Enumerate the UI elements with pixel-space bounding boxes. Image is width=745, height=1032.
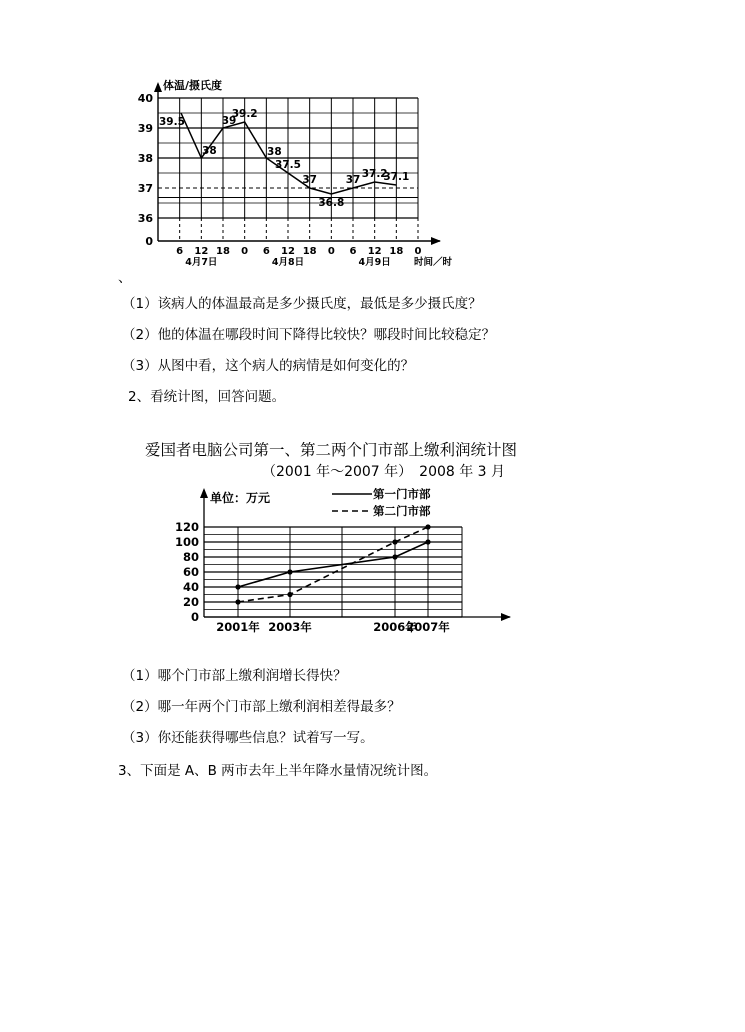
data-label: 37.5 bbox=[275, 159, 301, 171]
x-tick-label: 0 bbox=[241, 246, 249, 257]
x-tick-label: 12 bbox=[194, 246, 209, 257]
x-tick-label: 6 bbox=[176, 246, 184, 257]
stray-mark: 、 bbox=[118, 270, 132, 286]
x-tick-label: 6 bbox=[262, 246, 270, 257]
x-axis-label: 时间／时 bbox=[413, 257, 453, 268]
x-tick-label: 0 bbox=[414, 246, 422, 257]
data-label: 39.2 bbox=[231, 108, 258, 120]
data-label: 37 bbox=[302, 174, 317, 186]
data-label: 38 bbox=[202, 145, 217, 157]
y-tick-label: 100 bbox=[174, 535, 199, 549]
y-tick-label: 80 bbox=[182, 550, 199, 564]
series-store-1-point bbox=[287, 569, 292, 574]
data-label: 37 bbox=[345, 174, 361, 186]
legend-label: 第二门市部 bbox=[373, 504, 431, 518]
series-store-1-point bbox=[425, 539, 430, 544]
question-1-3: （3）从图中看，这个病人的病情是如何变化的？ bbox=[122, 358, 415, 374]
x-tick-label: 6 bbox=[349, 246, 357, 257]
chart2-title: 爱国者电脑公司第一、第二两个门市部上缴利润统计图 bbox=[145, 441, 518, 459]
x-tick-label: 0 bbox=[327, 246, 335, 257]
question-1-2: （2）他的体温在哪段时间下降得比较快？哪段时间比较稳定？ bbox=[122, 327, 496, 343]
y-tick-label: 39 bbox=[137, 122, 153, 135]
y-tick-label: 0 bbox=[190, 610, 199, 624]
data-label: 36.8 bbox=[318, 197, 345, 209]
y-tick-label: 60 bbox=[182, 565, 199, 579]
y-tick-label: 36 bbox=[137, 212, 153, 225]
x-tick-label: 2006年 bbox=[373, 620, 417, 634]
question-1-1: （1）该病人的体温最高是多少摄氏度，最低是多少摄氏度？ bbox=[122, 296, 482, 312]
y-tick-label: 0 bbox=[145, 235, 153, 248]
profit-line-chart bbox=[0, 482, 745, 642]
x-tick-label: 18 bbox=[302, 246, 317, 257]
series-store-1-point bbox=[235, 584, 240, 589]
date-label: 4月7日 bbox=[185, 257, 218, 268]
date-label: 4月8日 bbox=[271, 257, 305, 268]
y-tick-label: 20 bbox=[182, 595, 199, 609]
y-tick-label: 37 bbox=[137, 182, 153, 195]
series-store-1-point bbox=[392, 554, 397, 559]
x-tick-label: 2001年 bbox=[216, 620, 260, 634]
date-label: 4月9日 bbox=[358, 257, 391, 268]
x-axis-arrow bbox=[431, 237, 441, 245]
legend-label: 第一门市部 bbox=[373, 487, 431, 501]
x-tick-label: 12 bbox=[281, 246, 295, 257]
data-label: 39.5 bbox=[159, 116, 185, 128]
section-2-heading: 2、看统计图，回答问题。 bbox=[128, 389, 286, 405]
chart2-subtitle: （2001 年～2007 年） 2008 年 3 月 bbox=[262, 464, 506, 480]
x-tick-label: 18 bbox=[389, 246, 404, 257]
question-2-2: （2）哪一年两个门市部上缴利润相差得最多？ bbox=[122, 699, 401, 715]
y-tick-label: 38 bbox=[137, 152, 153, 165]
y-tick-label: 120 bbox=[174, 520, 199, 534]
y-axis-label: 体温/摄氏度 bbox=[163, 79, 223, 92]
series-store-2-point bbox=[392, 539, 397, 544]
y-tick-label: 40 bbox=[182, 580, 199, 594]
y-axis-arrow bbox=[200, 488, 208, 498]
y-axis-arrow bbox=[154, 82, 162, 92]
data-label: 39 bbox=[221, 115, 237, 127]
question-2-1: （1）哪个门市部上缴利润增长得快？ bbox=[122, 668, 347, 684]
x-tick-label: 12 bbox=[367, 246, 382, 257]
data-label: 38 bbox=[267, 146, 282, 158]
data-label: 37.2 bbox=[361, 168, 388, 180]
x-tick-label: 2007年 bbox=[406, 620, 450, 634]
data-label: 37.1 bbox=[383, 171, 410, 183]
x-tick-label: 2003年 bbox=[268, 620, 312, 634]
y-tick-label: 40 bbox=[137, 92, 153, 105]
series-store-2-point bbox=[425, 524, 430, 529]
question-2-3: （3）你还能获得哪些信息？试着写一写。 bbox=[122, 730, 374, 746]
y-axis-label: 单位：万元 bbox=[210, 491, 271, 505]
series-store-2-point bbox=[235, 599, 240, 604]
section-3-heading: 3、下面是 A、B 两市去年上半年降水量情况统计图。 bbox=[118, 763, 438, 779]
x-tick-label: 18 bbox=[216, 246, 230, 257]
temperature-line-chart bbox=[0, 0, 745, 275]
series-store-2-point bbox=[287, 592, 292, 597]
x-axis-arrow bbox=[501, 613, 511, 621]
